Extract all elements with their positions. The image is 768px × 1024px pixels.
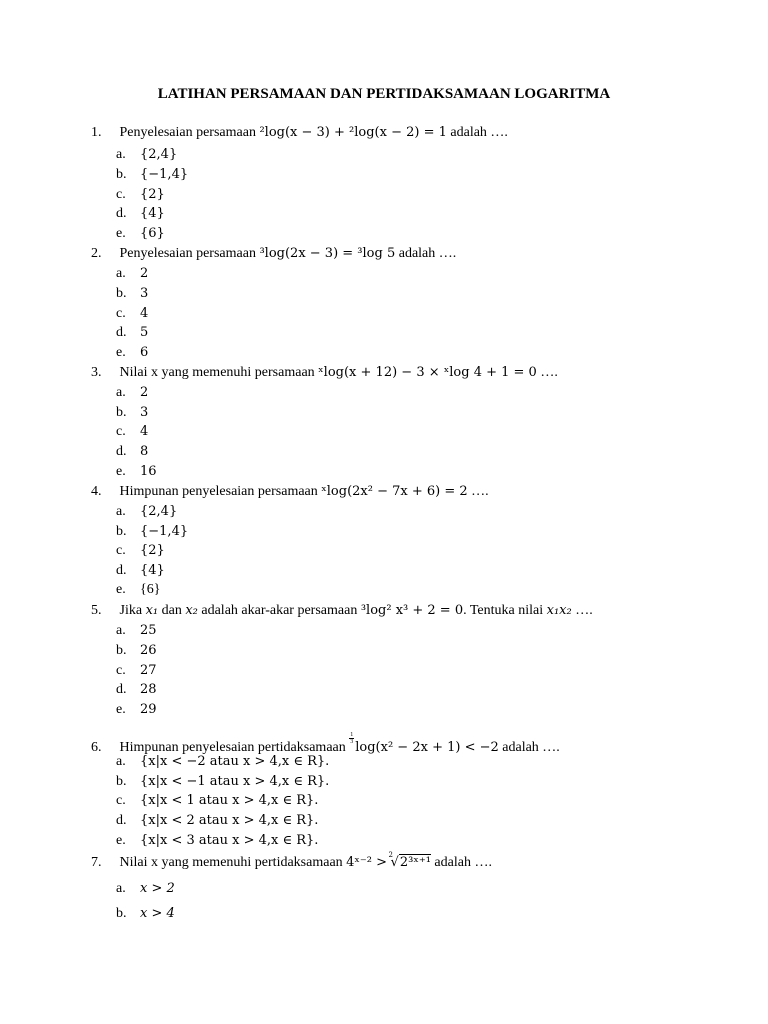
option-7a: a. x > 2 <box>116 881 175 896</box>
root-index: 2 <box>388 851 394 859</box>
option-5b: b. 26 <box>116 643 157 658</box>
option-1b: b. {−1,4} <box>116 167 189 182</box>
option-3b: b. 3 <box>116 405 149 420</box>
option-2d: d. 5 <box>116 325 149 340</box>
equation: ³log(2x − 3) = ³log 5 <box>259 246 396 261</box>
question-text: Jika <box>119 603 143 618</box>
question-text: adalah akar-akar persamaan <box>201 603 358 618</box>
option-7b: b. x > 4 <box>116 906 175 921</box>
question-suffix: adalah …. <box>450 125 508 140</box>
option-4b: b. {−1,4} <box>116 524 189 539</box>
option-4e: e. {6} <box>116 582 161 597</box>
option-2e: e. 6 <box>116 345 149 360</box>
option-6a: a. {x|x < −2 atau x > 4,x ∈ R}. <box>116 754 330 769</box>
question-number: 5. <box>91 603 102 618</box>
question-suffix: adalah …. <box>398 246 457 261</box>
question-text: . Tentuka nilai <box>463 603 544 618</box>
option-6e: e. {x|x < 3 atau x > 4,x ∈ R}. <box>116 833 319 848</box>
question-6 <box>91 732 560 756</box>
equation: ˣlog(x + 12) − 3 × ˣlog 4 + 1 = 0 <box>318 365 537 380</box>
option-5e: e. 29 <box>116 702 157 717</box>
question-number: 6. <box>91 740 102 755</box>
option-3e: e. 16 <box>116 464 157 479</box>
option-4c: c. {2} <box>116 543 165 558</box>
question-7 <box>91 851 492 871</box>
question-suffix: adalah …. <box>434 855 492 870</box>
option-5c: c. 27 <box>116 663 157 678</box>
question-text: Himpunan penyelesaian pertidaksamaan <box>119 740 346 755</box>
radical: 2 √2³ˣ⁺¹ <box>388 851 431 870</box>
variable-x2: x₂ <box>185 603 198 618</box>
question-text: dan <box>161 603 182 618</box>
equation: log(x² − 2x + 1) < −2 <box>355 740 499 755</box>
question-text: Nilai x yang memenuhi persamaan <box>119 365 315 380</box>
option-1e: e. {6} <box>116 226 165 241</box>
option-4a: a. {2,4} <box>116 504 178 519</box>
option-3d: d. 8 <box>116 444 149 459</box>
question-text: Himpunan penyelesaian persamaan <box>119 484 318 499</box>
option-3a: a. 2 <box>116 385 149 400</box>
question-text: Penyelesaian persamaan <box>119 246 256 261</box>
equation: ²log(x − 3) + ²log(x − 2) = 1 <box>259 125 447 140</box>
equation: ˣlog(2x² − 7x + 6) = 2 <box>321 484 468 499</box>
option-3c: c. 4 <box>116 424 149 439</box>
question-suffix: adalah …. <box>502 740 560 755</box>
question-number: 1. <box>91 125 102 140</box>
option-2a: a. 2 <box>116 266 149 281</box>
option-4d: d. {4} <box>116 563 165 578</box>
option-1d: d. {4} <box>116 206 165 221</box>
option-5a: a. 25 <box>116 623 157 638</box>
option-2c: c. 4 <box>116 306 149 321</box>
question-suffix: …. <box>471 484 489 499</box>
question-5 <box>91 603 593 619</box>
variable-x1: x₁ <box>145 603 159 618</box>
option-2b: b. 3 <box>116 286 149 301</box>
question-number: 7. <box>91 855 102 870</box>
question-number: 2. <box>91 246 102 261</box>
option-6d: d. {x|x < 2 atau x > 4,x ∈ R}. <box>116 813 319 828</box>
question-suffix: …. <box>575 603 593 618</box>
question-2 <box>91 246 456 262</box>
product-x1x2: x₁x₂ <box>546 603 572 618</box>
question-number: 4. <box>91 484 102 499</box>
question-text: Nilai x yang memenuhi pertidaksamaan <box>119 855 343 870</box>
option-6c: c. {x|x < 1 atau x > 4,x ∈ R}. <box>116 793 319 808</box>
question-3 <box>91 365 558 381</box>
log-base-fraction: $\frac{1}{3}$ <box>350 732 354 745</box>
option-5d: d. 28 <box>116 682 157 697</box>
inequality-lhs: 4ˣ⁻² > <box>346 855 388 870</box>
question-text: Penyelesaian persamaan <box>119 125 256 140</box>
equation: ³log² x³ + 2 = 0 <box>360 603 464 618</box>
page-title: LATIHAN PERSAMAAN DAN PERTIDAKSAMAAN LOGARITMA <box>157 86 611 102</box>
option-1a: a. {2,4} <box>116 147 178 162</box>
question-4 <box>91 484 489 500</box>
question-number: 3. <box>91 365 102 380</box>
question-suffix: …. <box>540 365 558 380</box>
option-1c: c. {2} <box>116 187 165 202</box>
question-1 <box>91 125 508 141</box>
root-body: 2³ˣ⁺¹ <box>399 855 431 870</box>
option-6b: b. {x|x < −1 atau x > 4,x ∈ R}. <box>116 774 330 789</box>
